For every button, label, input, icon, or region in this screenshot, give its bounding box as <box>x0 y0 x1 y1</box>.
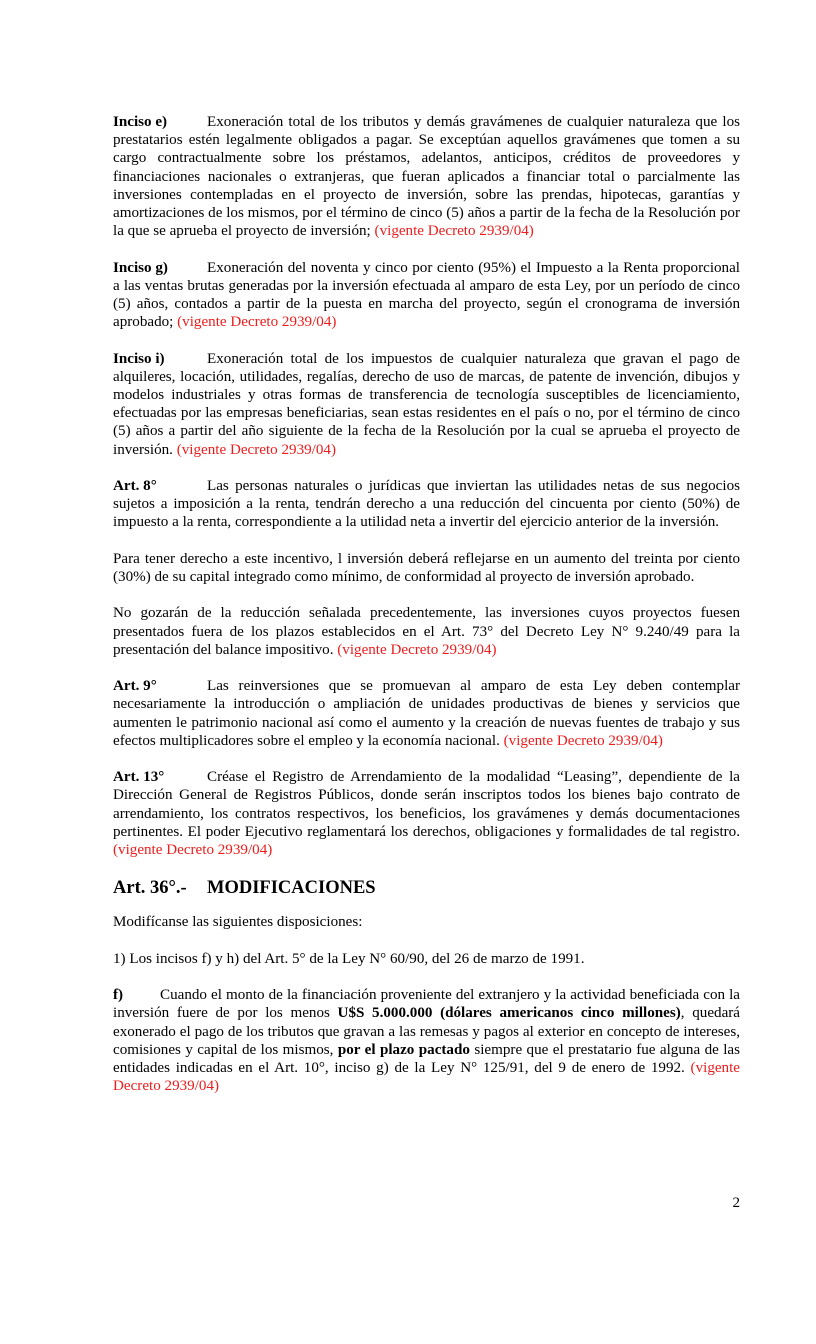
decree-note: (vigente Decreto 2939/04) <box>503 732 663 749</box>
amount-highlight: U$S 5.000.000 (dólares americanos cinco millones) <box>337 1005 681 1022</box>
paragraph-modified-items <box>113 950 740 968</box>
decree-note: (vigente Decreto 2939/04) <box>177 314 337 331</box>
document-body <box>113 113 740 1114</box>
page-number: 2 <box>732 1195 740 1211</box>
decree-note: (vigente Decreto 2939/04) <box>113 842 273 859</box>
paragraph-text: Para tener derecho a este incentivo, l inversión deberá reflejarse en un aumento del treinta por ciento (30%) de su capital integrado como mínimo, de conformidad al proyecto de inversión aprobado. <box>113 550 740 586</box>
paragraph-text: Modifícanse las siguientes disposiciones: <box>113 914 363 931</box>
paragraph-text: Las personas naturales o jurídicas que inviertan las utilidades netas de sus negocios sujetos a imposición a la renta, tendrán derecho a una reducción del cincuenta por ciento (50%) de impuesto a la renta, correspondiente a la utilidad neta a invertir del ejercicio anterior de la inversión. <box>113 478 740 531</box>
paragraph-text: Exoneración total de los tributos y demás gravámenes de cualquier naturaleza que los prestatarios estén legalmente obligados a pagar. Se exceptúan aquellos gravámenes que tomen a su cargo contractualmente sobre los préstamos, adelantos, anticipos, créditos de proveedores y financiaciones nacionales o extranjeras, que fueran aplicados a financiar total o parcialmente las inversiones contempladas en el proyecto de inversión, sobre las prendas, hipotecas, garantías y amortizaciones de los mismos, por el término de cinco (5) años a partir de la fecha de la Resolución por la que se aprueba el proyecto de inversión; <box>113 114 740 240</box>
decree-note: (vigente Decreto 2939/04) <box>337 641 497 658</box>
section-number: Art. 36°.- <box>113 878 187 899</box>
paragraph-reduction-exclusion <box>113 604 740 659</box>
decree-note: (vigente Decreto 2939/04) <box>176 441 336 458</box>
section-title: MODIFICACIONES <box>207 878 376 899</box>
paragraph-art-8 <box>113 477 740 532</box>
paragraph-text: Exoneración del noventa y cinco por ciento (95%) el Impuesto a la Renta proporcional a las ventas brutas generadas por la inversión efectuada al amparo de esta Ley, por un período de cinco (5) años, contados a partir de la puesta en marcha del proyecto, según el cronograma de inversión aprobado; <box>113 259 740 331</box>
paragraph-inciso-g <box>113 259 740 332</box>
paragraph-incentive-condition <box>113 550 740 586</box>
paragraph-label: Art. 8° <box>113 478 157 495</box>
paragraph-text: No gozarán de la reducción señalada precedentemente, las inversiones cuyos proyectos fuesen presentados fuera de los plazos establecidos en el Art. 73° del Decreto Ley N° 9.240/49 para la presentación del balance impositivo. <box>113 605 740 658</box>
paragraph-text: siempre que el prestatario fue alguna de las entidades indicadas en el Art. 10°, inciso g) de la Ley N° 125/91, del 9 de enero de 1992. <box>113 1041 740 1076</box>
paragraph-label: Inciso i) <box>113 350 165 367</box>
paragraph-text: , quedará exonerado el pago de los tributos que gravan a las remesas y pagos al exterior en concepto de intereses, comisiones y capital de los mismos, <box>113 1005 740 1058</box>
term-highlight: por el plazo pactado <box>337 1041 470 1058</box>
paragraph-text: 1) Los incisos f) y h) del Art. 5° de la Ley N° 60/90, del 26 de marzo de 1991. <box>113 950 585 967</box>
paragraph-text: Créase el Registro de Arrendamiento de la modalidad “Leasing”, dependiente de la Dirección General de Registros Públicos, donde serán inscriptos todos los bienes bajo contrato de arrendamiento, los contratos respectivos, los beneficios, los gravámenes y demás documentaciones pertinentes. El poder Ejecutivo reglamentará los derechos, obligaciones y formalidades de tal registro. <box>113 769 740 840</box>
paragraph-inciso-i <box>113 350 740 459</box>
paragraph-label: Art. 13° <box>113 769 165 786</box>
paragraph-label: Inciso e) <box>113 114 168 130</box>
paragraph-label: f) <box>113 987 124 1004</box>
paragraph-label: Art. 9° <box>113 678 157 695</box>
paragraph-modifications-intro <box>113 913 740 931</box>
paragraph-art-9 <box>113 677 740 750</box>
paragraph-text: Las reinversiones que se promuevan al amparo de esta Ley deben contemplar necesariamente la introducción o ampliación de unidades productivas de bienes y servicios que aumenten le patrimonio nacional así como el aumento y la creación de nuevas fuentes de trabajo y sus efectos multiplicadores sobre el empleo y la economía nacional. <box>113 678 740 749</box>
paragraph-item-f <box>113 986 740 1095</box>
paragraph-art-13 <box>113 768 740 859</box>
paragraph-inciso-e <box>113 113 740 240</box>
paragraph-text: Cuando el monto de la financiación proveniente del extranjero y la actividad beneficiada con la inversión fuere de por los menos <box>113 987 740 1022</box>
section-heading <box>113 877 740 899</box>
decree-note: (vigente Decreto 2939/04) <box>113 1060 740 1095</box>
paragraph-text: Exoneración total de los impuestos de cualquier naturaleza que gravan el pago de alquileres, locación, utilidades, regalías, derecho de uso de marcas, de patente de invención, dibujos y modelos industriales y otras formas de transferencia de tecnología susceptibles de licenciamiento, efectuadas por las empresas beneficiarias, sean estas residentes en el país o no, por el término de cinco (5) años a partir del año siguiente de la fecha de la Resolución por la cual se aprueba el proyecto de inversión. <box>113 350 740 458</box>
paragraph-label: Inciso g) <box>113 259 168 276</box>
decree-note: (vigente Decreto 2939/04) <box>374 223 534 240</box>
